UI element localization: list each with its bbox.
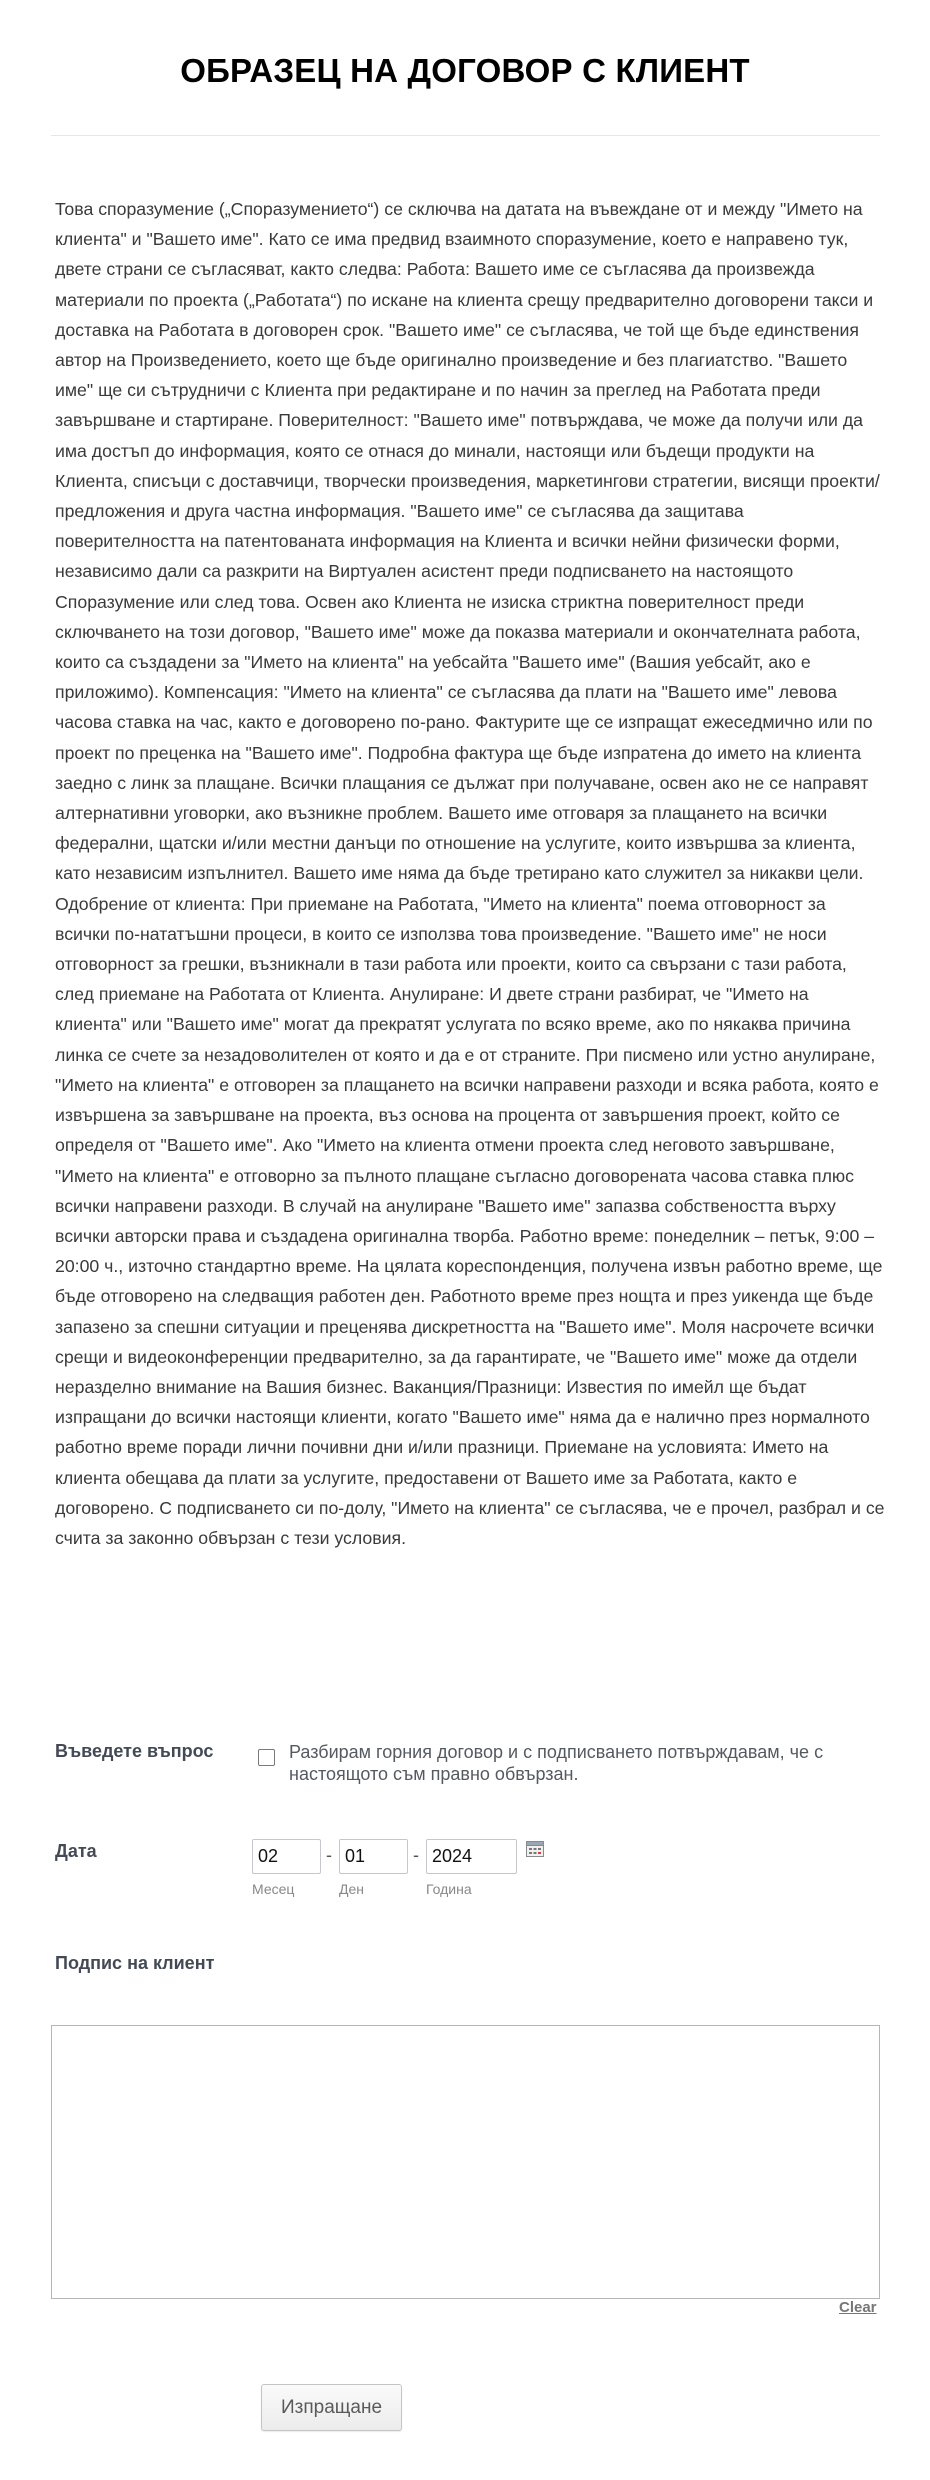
date-month-sublabel: Месец: [252, 1881, 295, 1897]
date-day-input[interactable]: [339, 1839, 408, 1874]
calendar-icon[interactable]: [526, 1841, 544, 1857]
form-title: ОБРАЗЕЦ НА ДОГОВОР С КЛИЕНТ: [180, 52, 750, 89]
date-separator: -: [413, 1845, 419, 1865]
signature-label: Подпис на клиент: [55, 1953, 215, 1973]
date-separator: -: [326, 1845, 332, 1865]
clear-signature-link[interactable]: Clear: [839, 2299, 877, 2316]
date-label: Дата: [55, 1841, 97, 1861]
date-year-sublabel: Година: [426, 1881, 472, 1897]
accept-terms-checkbox[interactable]: [258, 1749, 275, 1766]
question-label: Въведете въпрос: [55, 1741, 214, 1761]
date-month-input[interactable]: [252, 1839, 321, 1874]
date-year-input[interactable]: [426, 1839, 517, 1874]
accept-terms-label[interactable]: Разбирам горния договор и с подписването потвърждавам, че с настоящото съм правно обвързан.: [289, 1742, 824, 1784]
date-day-sublabel: Ден: [339, 1881, 364, 1897]
title-divider: [51, 135, 880, 136]
signature-pad[interactable]: [51, 2025, 880, 2299]
agreement-text: Това споразумение („Споразумението“) се сключва на датата на въвеждане от и между "Името на клиента" и "Вашето име". Като се има предвид взаимното споразумение, което е направено тук, двете страни се съгласяват, както следва: Работа: Вашето име се съгласява да произвежда материали по проекта („Работата“) по искане на клиента срещу предварително договорени такси и доставка на Работата в договорен срок. "Вашето име" се съгласява, че той ще бъде единствения автор на Произведението, което ще бъде оригинално произведение и без плагиатство. "Вашето име" ще си сътрудничи с Клиента при редактиране и по начин за преглед на Работата преди завършване и стартиране. Поверителност: "Вашето име" потвърждава, че може да получи или да има достъп до информация, която се отнася до минали, настоящи или бъдещи продукти на Клиента, списъци с доставчици, творчески произведения, маркетингови стратегии, висящи проекти/предложения и друга частна информация. "Вашето име" се съгласява да защитава поверителността на патентованата информация на Клиента и всички нейни физически форми, независимо дали са разкрити на Виртуален асистент преди подписването на настоящото Споразумение или след това. Освен ако Клиента не изиска стриктна поверителност преди сключването на този договор, "Вашето име" може да показва материали и окончателната работа, които са създадени за "Името на клиента" на уебсайта "Вашето име" (Вашия уебсайт, ако е приложимо). Компенсация: "Името на клиента" се съгласява да плати на "Вашето име" левова часова ставка на час, както е договорено по-рано. Фактурите ще се изпращат ежеседмично или по проект по преценка на "Вашето име". Подробна фактура ще бъде изпратена до името на клиента заедно с линк за плащане. Всички плащания се дължат при получаване, освен ако не се направят алтернативни уговорки, ако възникне проблем. Вашето име отговаря за плащането на всички федерални, щатски и/или местни данъци по отношение на услугите, които извършва за клиента, като независим изпълнител. Вашето име няма да бъде третирано като служител за никакви цели. Одобрение от клиента: При приемане на Работата, "Името на клиента" поема отговорност за всички по-нататъшни процеси, в които се използва това произведение. "Вашето име" не носи отговорност за грешки, възникнали в тази работа или проекти, които са свързани с тази работа, след приемане на Работата от Клиента. Анулиране: И двете страни разбират, че "Името на клиента" или "Вашето име" могат да прекратят услугата по всяко време, ако по някаква причина линка се счете за незадоволителен от която и да е от страните. При писмено или устно анулиране, "Името на клиента" е отговорен за плащането на всички направени разходи и всяка работа, която е извършена за завършване на проекта, въз основа на процента от завършения проект, който се определя от "Вашето име". Ако "Името на клиента отмени проекта след неговото завършване, "Името на клиента" е отговорно за пълното плащане съгласно договорената часова ставка плюс всички направени разходи. В случай на анулиране "Вашето име" запазва собствеността върху всички авторски права и създадена оригинална творба. Работно време: понеделник – петък, 9:00 – 20:00 ч., източно стандартно време. На цялата кореспонденция, получена извън работно време, ще бъде отговорено на следващия работен ден. Работното време през нощта и през уикенда ще бъде запазено за спешни ситуации и преценява дискретността на "Вашето име". Моля насрочете всички срещи и видеоконференции предварително, за да гарантирате, че "Вашето име" може да отдели неразделно внимание на Вашия бизнес. Ваканция/Празници: Известия по имейл ще бъдат изпращани до всички настоящи клиенти, когато "Вашето име" няма да е налично през нормалното работно време поради лични почивни дни и/или празници. Приемане на условията: Името на клиента обещава да плати за услугите, предоставени от Вашето име за Работата, както е договорено. С подписването си по-долу, "Името на клиента" се съгласява, че е прочел, разбрал и се счита за законно обвързан с тези условия.: [55, 199, 885, 1548]
submit-button[interactable]: Изпращане: [261, 2384, 402, 2431]
